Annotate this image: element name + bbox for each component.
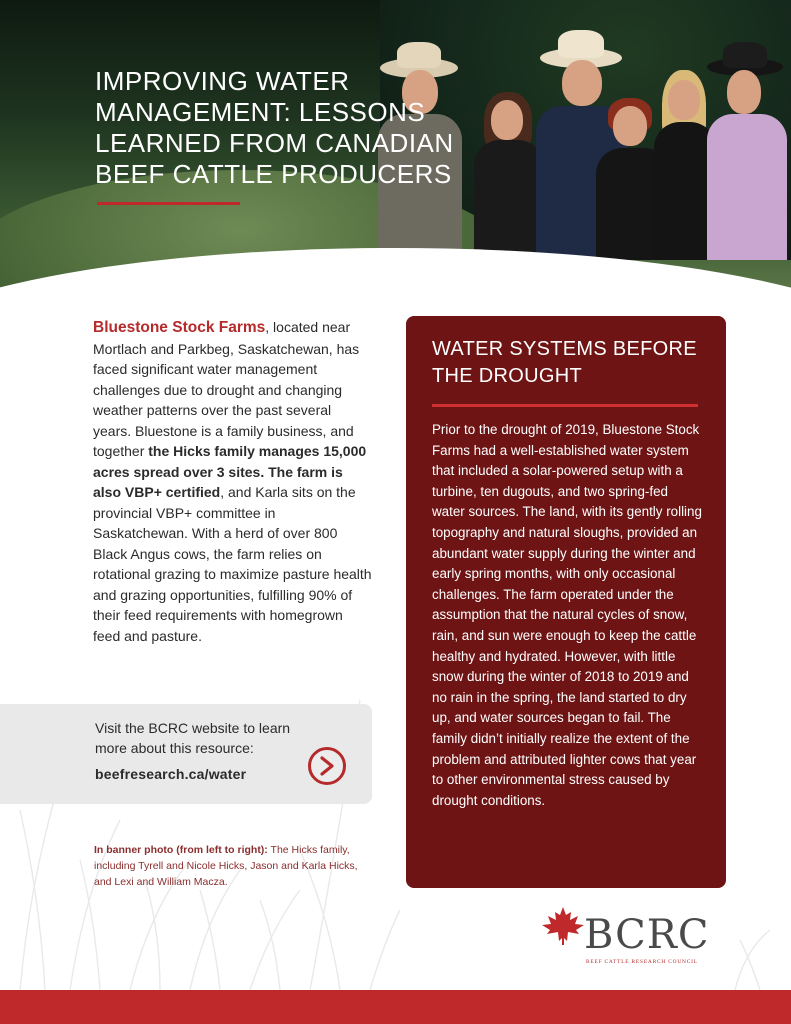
maple-leaf-icon	[540, 905, 586, 945]
banner-caption	[94, 842, 364, 890]
chevron-right-circle-icon[interactable]	[308, 747, 346, 785]
caption-text: The Hicks family, including Tyrell and Nicole Hicks, Jason and Karla Hicks, and Lexi and William Macza.	[94, 844, 358, 888]
page-title: IMPROVING WATER MANAGEMENT: LESSONS LEARNED FROM CANADIAN BEEF CATTLE PRODUCERS	[95, 66, 454, 189]
person-william	[703, 40, 789, 260]
panel-heading-rule	[432, 404, 698, 407]
intro-text-1: , located near Mortlach and Parkbeg, Saskatchewan, has faced significant water management challenges due to drought and changing weather patterns over the past several years. Bluestone is a family business, and together	[93, 319, 360, 459]
title-underline	[97, 202, 240, 205]
chevron-right-icon	[319, 756, 335, 776]
intro-bold-1: the Hicks family manages 15,000 acres spread over 3 sites. The farm is also VBP+ certified	[93, 443, 367, 500]
caption-label: In banner photo (from left to right):	[94, 844, 268, 856]
logo-wordmark: BCRC	[584, 912, 710, 958]
farm-name: Bluestone Stock Farms	[93, 319, 266, 336]
water-systems-panel	[406, 316, 726, 888]
logo-subtitle: BEEF CATTLE RESEARCH COUNCIL	[586, 959, 698, 965]
panel-heading: WATER SYSTEMS BEFORE THE DROUGHT	[432, 338, 697, 387]
intro-paragraph	[93, 317, 373, 646]
footer-bar	[0, 990, 791, 1024]
panel-body: Prior to the drought of 2019, Bluestone Stock Farms had a well-established water system that included a solar-powered setup with a turbine, ten dugouts, and two spring-fed water sources. The land, with its gently rolling topography and natural sloughs, provided an abundant water supply during the winter and early spring months, with only occasional challenges. The farm operated under the assumption that the natural cycles of snow, rain, and sun were enough to keep the cattle healthy and hydrated. However, with little snow during the winter of 2018 to 2019 and no rain in the spring, the land started to dry up, and water sources began to fail. The family didn’t initially realize the extent of the problem and attributed lighter cows that year to other environmental stress caused by drought conditions.	[432, 422, 702, 808]
bcrc-logo	[540, 905, 710, 975]
visit-card	[0, 704, 372, 804]
intro-text-2: , and Karla sits on the provincial VBP+ committee in Saskatchewan. With a herd of over 800 Black Angus cows, the farm relies on rotational grazing to maximize pasture health and grazing opportunities, fulfilling 90% of their feed requirements with homegrown feed and pasture.	[93, 484, 372, 644]
visit-url-link[interactable]: beefresearch.ca/water	[95, 766, 247, 782]
visit-lead-text: Visit the BCRC website to learn more about this resource:	[95, 720, 291, 756]
